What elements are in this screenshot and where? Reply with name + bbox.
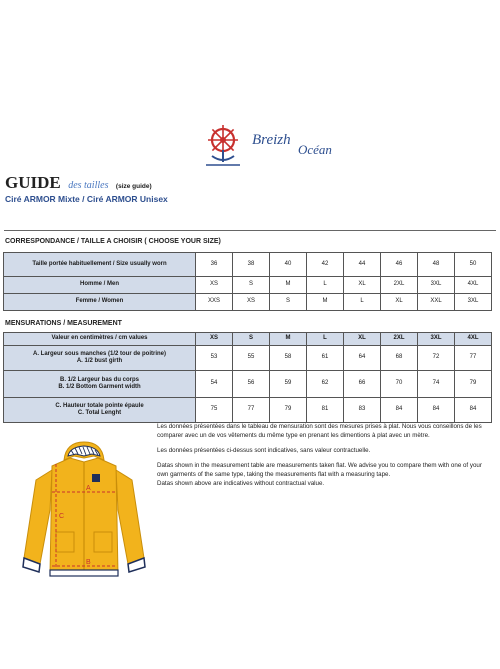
table-cell: 74 — [418, 371, 455, 398]
column-header: XL — [344, 333, 381, 346]
row-label — [4, 371, 196, 398]
table-cell: 46 — [381, 253, 418, 277]
header-label: Valeur en centimètres / cm values — [4, 333, 196, 346]
column-header: 4XL — [455, 333, 492, 346]
table-cell: 2XL — [381, 277, 418, 294]
column-header: XS — [196, 333, 233, 346]
table-cell: XL — [381, 294, 418, 311]
table-cell: 3XL — [455, 294, 492, 311]
table-row — [4, 294, 492, 311]
table-row — [4, 371, 492, 398]
row-label: Taille portée habituellement / Size usually worn — [4, 253, 196, 277]
table-cell: 64 — [344, 346, 381, 371]
table-cell: 4XL — [455, 277, 492, 294]
measure-label-c: C — [59, 513, 65, 520]
table-cell: 83 — [344, 398, 381, 423]
note-fr-1: Les données présentées dans le tableau de mensuration sont des mesures prises à plat. Nous vous conseillons de les comparer avec un de vos vêtements du même type en prenant les dimentions à plat avec un mètre. — [157, 423, 482, 439]
table-cell: 72 — [418, 346, 455, 371]
table-cell: L — [344, 294, 381, 311]
correspondance-heading: CORRESPONDANCE / TAILLE A CHOISIR ( CHOOSE YOUR SIZE) — [5, 238, 221, 245]
note-en-1: Datas shown in the measurement table are measurements taken flat. We advise you to compare them with one of your own garments of the same type, taking the measurements flat with a measuring tape. — [157, 461, 482, 478]
table-header-row — [4, 333, 492, 346]
jacket-diagram — [22, 440, 146, 585]
table-cell: 70 — [381, 371, 418, 398]
row-label — [4, 346, 196, 371]
table-cell: XXS — [196, 294, 233, 311]
ship-wheel-anchor-icon — [200, 122, 246, 168]
table-cell: 79 — [455, 371, 492, 398]
guide-heading — [5, 173, 152, 193]
table-cell: 56 — [233, 371, 270, 398]
measurement-notes — [157, 423, 492, 495]
table-cell: 38 — [233, 253, 270, 277]
table-row — [4, 277, 492, 294]
table-cell: 61 — [307, 346, 344, 371]
column-header: S — [233, 333, 270, 346]
brand-logo — [200, 122, 360, 170]
table-cell: 77 — [233, 398, 270, 423]
column-header: L — [307, 333, 344, 346]
row-label-en: C. Total Lenght — [77, 410, 122, 416]
column-header: 3XL — [418, 333, 455, 346]
table-cell: 58 — [270, 346, 307, 371]
row-label-en: B. 1/2 Bottom Garment width — [58, 384, 141, 390]
table-cell: XS — [196, 277, 233, 294]
table-cell: 53 — [196, 346, 233, 371]
table-cell: 59 — [270, 371, 307, 398]
row-label-fr: B. 1/2 Largeur bas du corps — [59, 376, 140, 383]
row-label-en: A. 1/2 bust girth — [76, 358, 123, 364]
table-cell: 44 — [344, 253, 381, 277]
column-header: 2XL — [381, 333, 418, 346]
table-cell: M — [270, 277, 307, 294]
row-label: Femme / Women — [4, 294, 196, 311]
column-header: M — [270, 333, 307, 346]
table-cell: XXL — [418, 294, 455, 311]
note-fr-2: Les données présentées ci-dessus sont indicatives, sans valeur contractuelle. — [157, 446, 371, 454]
guide-title: GUIDE — [5, 173, 61, 192]
measure-label-b: B — [86, 559, 91, 566]
table-cell: 84 — [418, 398, 455, 423]
table-row — [4, 398, 492, 423]
table-cell: 77 — [455, 346, 492, 371]
table-cell: 48 — [418, 253, 455, 277]
table-cell: 84 — [455, 398, 492, 423]
table-cell: S — [270, 294, 307, 311]
product-subtitle: Ciré ARMOR Mixte / Ciré ARMOR Unisex — [5, 194, 168, 204]
divider — [4, 230, 496, 231]
row-label — [4, 398, 196, 423]
mensurations-heading: MENSURATIONS / MEASUREMENT — [5, 320, 122, 327]
brand-name-part1: Breizh — [252, 132, 291, 148]
table-row — [4, 346, 492, 371]
table-cell: 54 — [196, 371, 233, 398]
row-label-fr: C. Hauteur totale pointe épaule — [55, 402, 144, 409]
row-label: Homme / Men — [4, 277, 196, 294]
row-label-fr: A. Largeur sous manches (1/2 tour de poitrine) — [32, 350, 167, 357]
table-cell: 84 — [381, 398, 418, 423]
table-cell: 62 — [307, 371, 344, 398]
table-cell: 68 — [381, 346, 418, 371]
table-cell: XS — [233, 294, 270, 311]
table-cell: S — [233, 277, 270, 294]
correspondance-table — [3, 252, 492, 311]
table-cell: 36 — [196, 253, 233, 277]
table-cell: XL — [344, 277, 381, 294]
table-cell: 50 — [455, 253, 492, 277]
table-cell: 3XL — [418, 277, 455, 294]
table-cell: M — [307, 294, 344, 311]
note-en-2: Datas shown above are indicatives without contractual value. — [157, 479, 325, 487]
table-cell: 66 — [344, 371, 381, 398]
guide-small: (size guide) — [115, 183, 152, 190]
table-cell: 55 — [233, 346, 270, 371]
table-cell: 42 — [307, 253, 344, 277]
mensurations-table — [3, 332, 492, 423]
table-row — [4, 253, 492, 277]
table-cell: 81 — [307, 398, 344, 423]
guide-script: des tailles — [68, 180, 109, 191]
table-cell: 75 — [196, 398, 233, 423]
measure-label-a: A — [86, 485, 91, 492]
table-cell: L — [307, 277, 344, 294]
table-cell: 40 — [270, 253, 307, 277]
table-cell: 79 — [270, 398, 307, 423]
brand-name-part2: Océan — [298, 142, 332, 157]
